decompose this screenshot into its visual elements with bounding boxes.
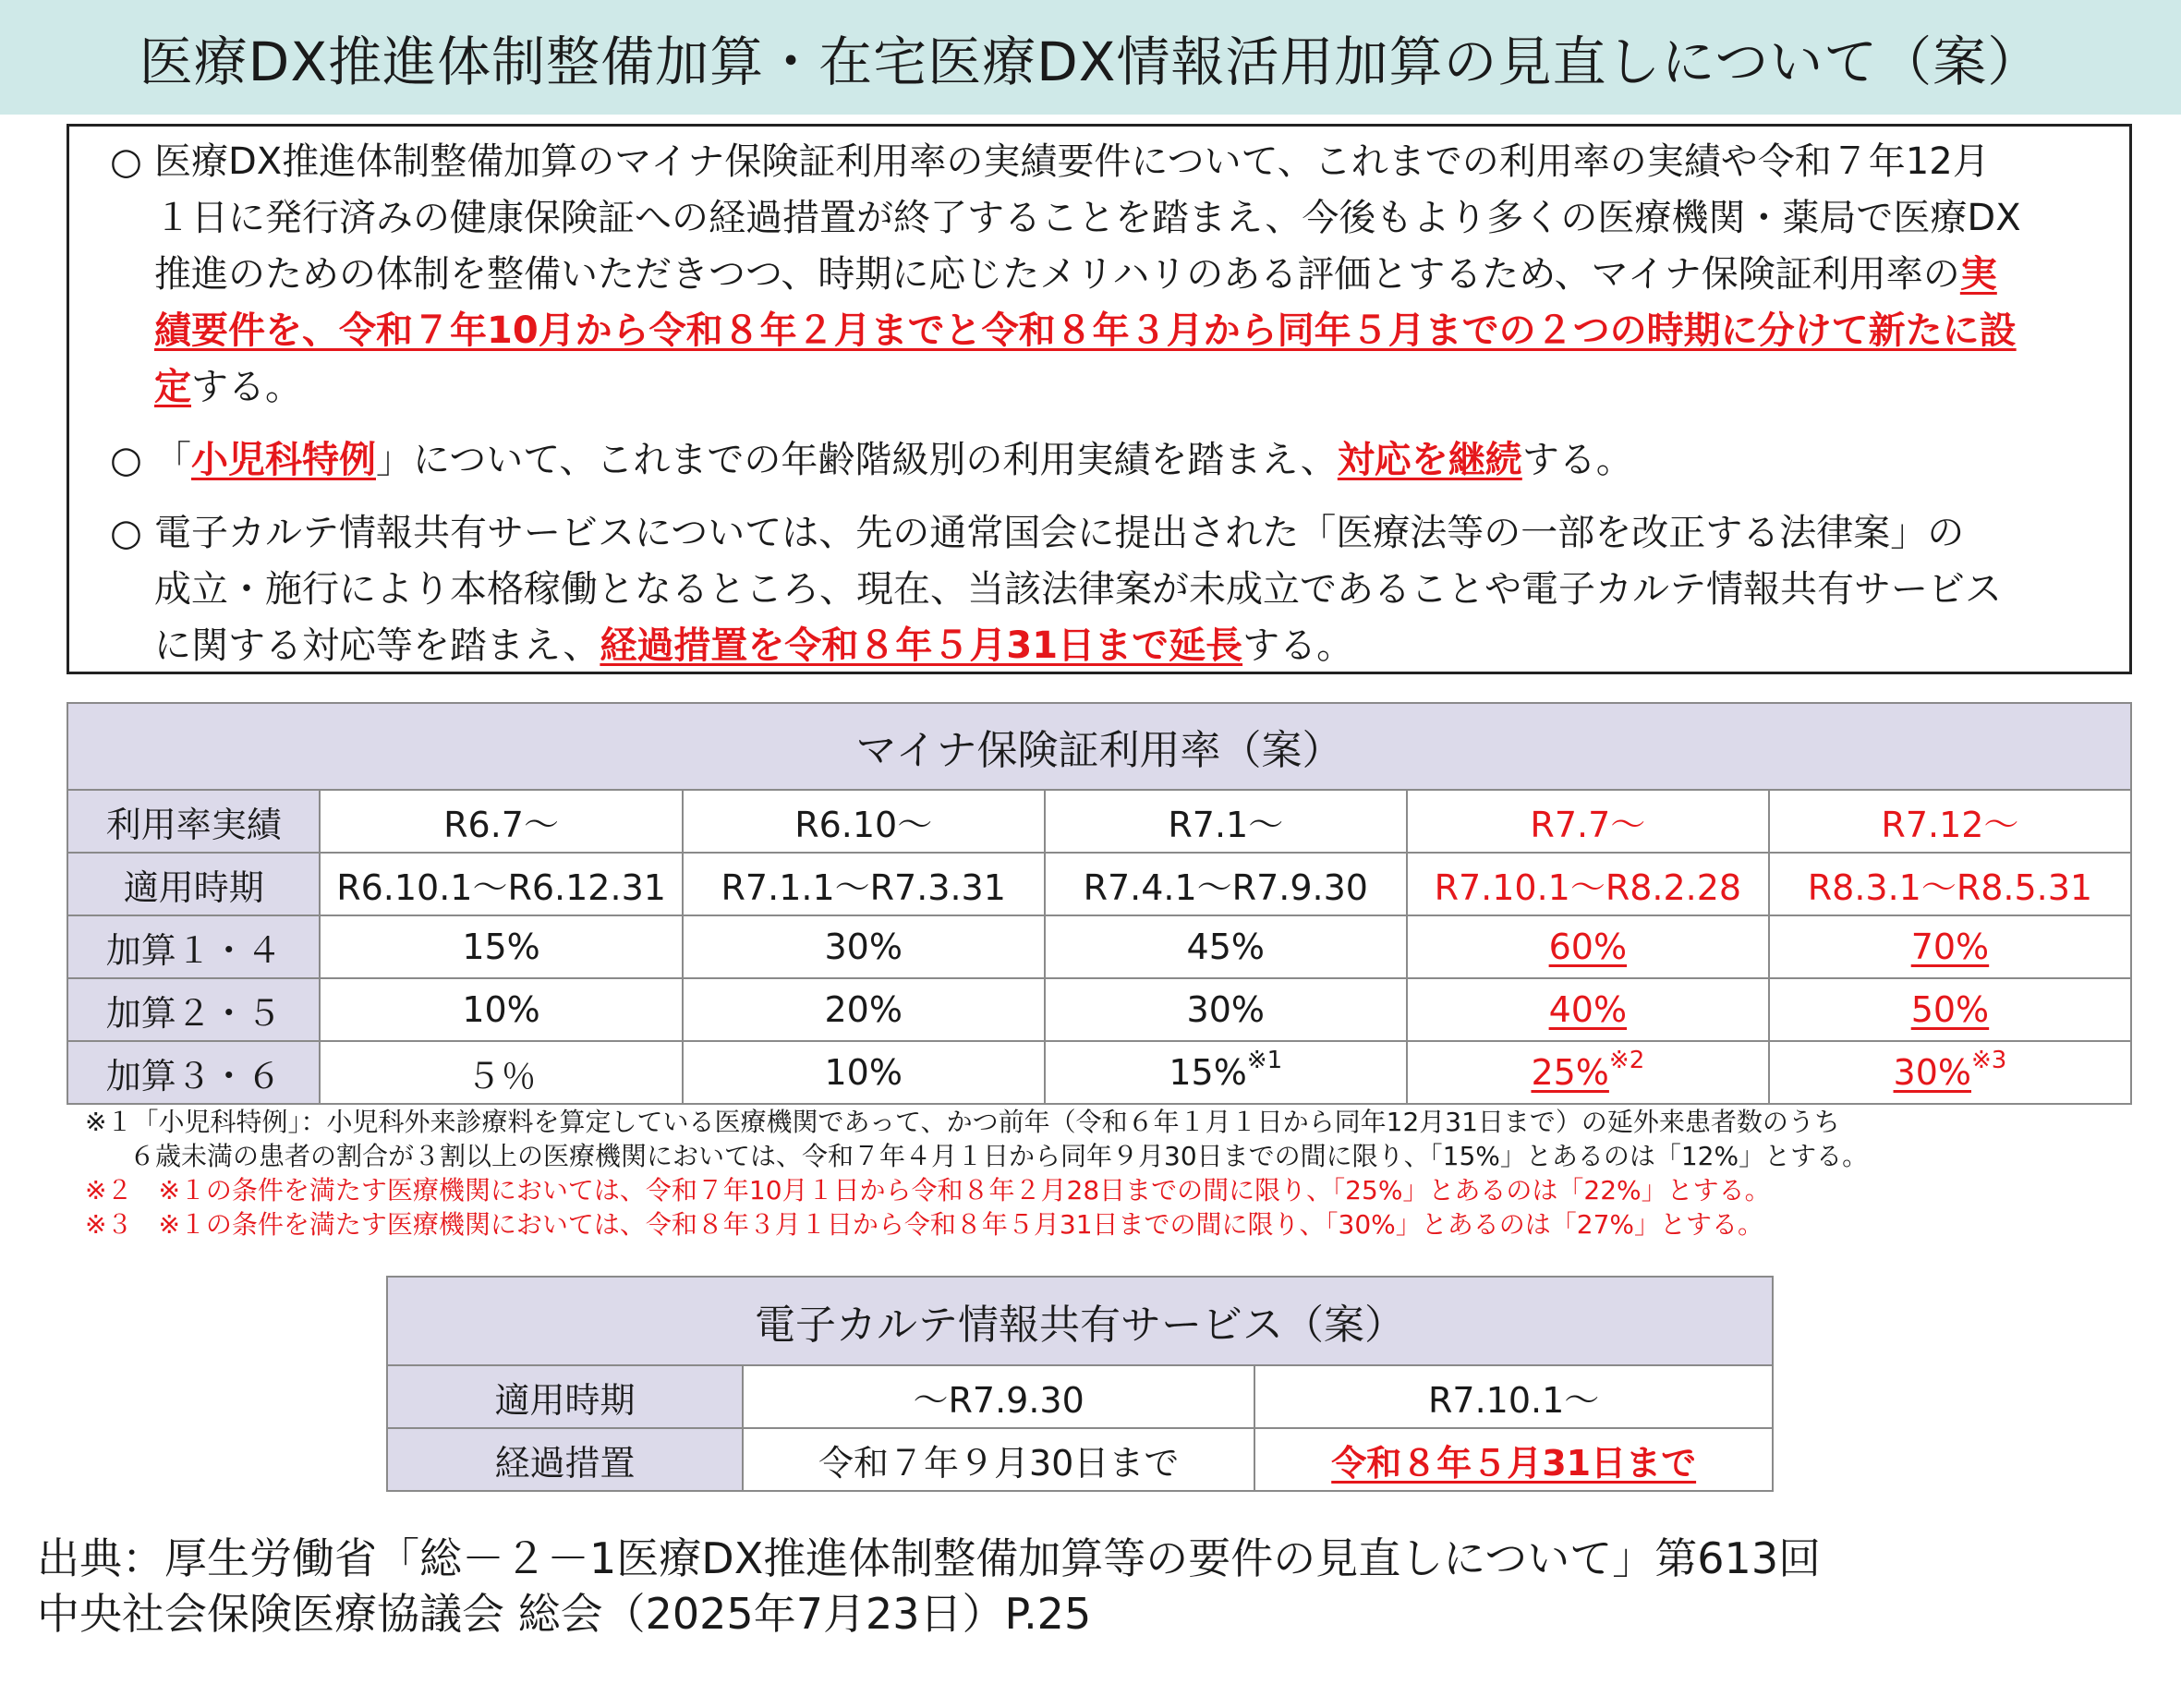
table-cell (1407, 853, 1769, 915)
cell-value: R6.10～ (794, 804, 933, 845)
highlight-text: 対応を継続 (1337, 439, 1522, 481)
table-cell (320, 978, 682, 1041)
cell-value: R7.4.1～R7.9.30 (1083, 866, 1368, 908)
table-cell (1769, 915, 2131, 978)
row-header: 加算３・６ (67, 1041, 320, 1104)
row-header: 経過措置 (387, 1428, 743, 1491)
footnote-ref: ※1 (1246, 1047, 1283, 1074)
table-cell (1769, 790, 2131, 853)
cell-value: 45% (1186, 927, 1266, 967)
text-line (154, 303, 2105, 359)
cell-value: 30% (1186, 989, 1266, 1030)
summary-bullet-2 (93, 432, 2105, 489)
source-citation (37, 1531, 1821, 1641)
footnote-3: ※３ ※１の条件を満たす医療機関においては、令和８年３月１日から令和８年５月31日までの間に限り、「30%」とあるのは「27%」とする。 (85, 1209, 1764, 1240)
summary-bullet-1 (93, 134, 2105, 416)
text-line: 電子カルテ情報共有サービスについては、先の通常国会に提出された「医療法等の一部を改正する法律案」の (154, 512, 1965, 554)
cell-value: 15% (462, 927, 540, 967)
table-cell: 令和７年９月30日まで (743, 1428, 1254, 1491)
text-line: 医療DX推進体制整備加算のマイナ保険証利用率の実績要件について、これまでの利用率の実績や令和７年12月 (154, 140, 1990, 183)
table-row (67, 853, 2131, 915)
cell-value: R6.10.1～R6.12.31 (336, 866, 666, 908)
table-cell (683, 915, 1045, 978)
table-row (387, 1365, 1773, 1428)
table-cell (683, 978, 1045, 1041)
table-cell (320, 853, 682, 915)
cell-value: R7.7～ (1530, 804, 1646, 845)
table-cell-highlight: 令和８年５月31日まで (1254, 1428, 1773, 1491)
footnotes (85, 1105, 1868, 1242)
table-cell (683, 1041, 1045, 1104)
table-cell (683, 790, 1045, 853)
cell-value: 60% (1548, 927, 1628, 967)
table-row (67, 1041, 2131, 1104)
table-cell (1769, 853, 2131, 915)
table-title-row (387, 1277, 1773, 1365)
cell-value: R7.1～ (1168, 804, 1284, 845)
cell-value: 30% (1893, 1052, 1971, 1093)
cell-value: R7.12～ (1881, 804, 2019, 845)
footnote-1: ※１「小児科特例」：小児科外来診療料を算定している医療機関であって、かつ前年（令和６年１月１日から同年12月31日まで）の延外来患者数のうち (85, 1107, 1840, 1137)
summary-box (67, 124, 2132, 674)
table-cell (1045, 915, 1407, 978)
text-line: １日に発行済みの健康保険証への経過措置が終了することを踏まえ、今後もより多くの医療機関・薬局で医療DX (154, 197, 2021, 239)
rate-table-title: マイナ保険証利用率（案） (67, 703, 2131, 790)
text-span: 推進のための体制を整備いただきつつ、時期に応じたメリハリのある評価とするため、マイナ保険証利用率の (154, 253, 1960, 296)
table-row (387, 1428, 1773, 1491)
footnote-ref: ※2 (1608, 1047, 1645, 1074)
table-cell (320, 915, 682, 978)
text-span: 」について、これまでの年齢階級別の利用実績を踏まえ、 (376, 439, 1338, 481)
table-cell (1407, 790, 1769, 853)
text-span: に関する対応等を踏まえ、 (154, 624, 600, 667)
text-line: 成立・施行により本格稼働となるところ、現在、当該法律案が未成立であることや電子カルテ情報共有サービス (154, 568, 2002, 611)
table-cell (1045, 853, 1407, 915)
row-header: 利用率実績 (67, 790, 320, 853)
table-cell (1769, 978, 2131, 1041)
footnote-1-cont: ６歳未満の患者の割合が３割以上の医療機関においては、令和７年４月１日から同年９月30日までの間に限り、「15%」とあるのは「12%」とする。 (129, 1141, 1869, 1171)
text-line (154, 432, 2105, 489)
text-line (154, 359, 2105, 416)
cell-value: ５％ (466, 1055, 537, 1096)
highlight-text: 定 (154, 366, 191, 408)
table-cell (1045, 1041, 1407, 1104)
table-title-row (67, 703, 2131, 790)
cell-value: 25% (1531, 1052, 1609, 1093)
row-header: 加算１・４ (67, 915, 320, 978)
table-cell (1407, 1041, 1769, 1104)
footnote-2: ※２ ※１の条件を満たす医療機関においては、令和７年10月１日から令和８年２月28日までの間に限り、「25%」とあるのは「22%」とする。 (85, 1175, 1771, 1205)
text-span: する。 (1521, 439, 1633, 481)
page-title: 医療DX推進体制整備加算・在宅医療DX情報活用加算の見直しについて（案） (139, 30, 2042, 93)
summary-bullet-3 (93, 505, 2105, 674)
table-cell (683, 853, 1045, 915)
cell-value: 50% (1910, 989, 1990, 1030)
highlight-text: 績要件を、令和７年10月から令和８年２月までと令和８年３月から同年５月までの２つの時期に分けて新たに設 (154, 309, 2017, 352)
table-cell: ～R7.9.30 (743, 1365, 1254, 1428)
rate-table (67, 702, 2132, 1105)
row-header: 加算２・５ (67, 978, 320, 1041)
source-line-1: 出典：厚生労働省「総－２－1医療DX推進体制整備加算等の要件の見直しについて」第613回 (37, 1533, 1822, 1583)
table-cell (320, 790, 682, 853)
row-header: 適用時期 (67, 853, 320, 915)
highlight-text: 小児科特例 (191, 439, 376, 481)
ehr-table-title: 電子カルテ情報共有サービス（案） (387, 1277, 1773, 1365)
bullet-mark: ○ (110, 512, 142, 554)
cell-value: 70% (1910, 927, 1990, 967)
text-span: する。 (1242, 624, 1354, 667)
footnote-ref: ※3 (1971, 1047, 2007, 1074)
text-line (154, 247, 2105, 303)
cell-value: 40% (1548, 989, 1628, 1030)
row-header: 適用時期 (387, 1365, 743, 1428)
table-cell (1769, 1041, 2131, 1104)
table-cell (1407, 978, 1769, 1041)
cell-value: 10% (824, 1052, 903, 1093)
table-cell (320, 1041, 682, 1104)
cell-value: 10% (462, 989, 540, 1030)
table-cell (1045, 978, 1407, 1041)
cell-value: 15% (1169, 1052, 1247, 1093)
text-line (154, 618, 2105, 674)
table-cell: R7.10.1～ (1254, 1365, 1773, 1428)
bullet-mark: ○ (110, 439, 142, 481)
cell-value: 30% (824, 927, 903, 967)
table-row (67, 915, 2131, 978)
text-span: 「 (154, 439, 191, 481)
bullet-mark: ○ (110, 140, 142, 183)
highlight-text: 実 (1959, 253, 1997, 296)
cell-value: 20% (824, 989, 903, 1030)
ehr-table (386, 1276, 1774, 1492)
cell-value: R6.7～ (443, 804, 559, 845)
table-cell (1045, 790, 1407, 853)
title-bar (0, 0, 2181, 115)
cell-value: R7.1.1～R7.3.31 (721, 866, 1006, 908)
text-span: する。 (191, 366, 302, 408)
table-cell (1407, 915, 1769, 978)
cell-value: R7.10.1～R8.2.28 (1434, 866, 1742, 908)
table-row (67, 978, 2131, 1041)
table-row (67, 790, 2131, 853)
cell-value: R8.3.1～R8.5.31 (1807, 866, 2093, 908)
highlight-text: 経過措置を令和８年５月31日まで延長 (600, 624, 1243, 667)
source-line-2: 中央社会保険医療協議会 総会（2025年7月23日）P.25 (37, 1589, 1092, 1639)
rate-table-body (67, 790, 2131, 1104)
